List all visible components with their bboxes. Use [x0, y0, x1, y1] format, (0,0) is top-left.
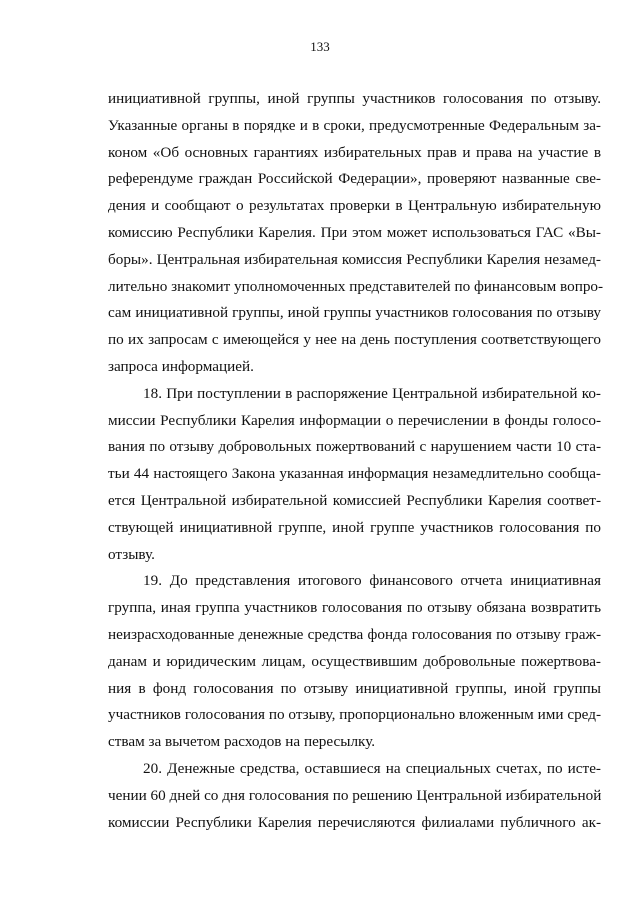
text-line: сам инициативной группы, иной группы участников голосования по отзыву: [108, 304, 601, 322]
text-line: ствующей инициативной группе, иной группе участников голосования по: [108, 518, 601, 536]
text-line: по их запросам с имеющейся у нее на день поступления соответствующего: [108, 331, 601, 349]
text-line: группа, иная группа участников голосования по отзыву обязана возвратить: [108, 599, 601, 617]
text-line: 19. До представления итогового финансового отчета инициативная: [143, 572, 601, 590]
text-line: 20. Денежные средства, оставшиеся на специальных счетах, по исте-: [143, 759, 601, 777]
text-line: ется Центральной избирательной комиссией Республики Карелия соответ-: [108, 491, 601, 509]
text-line: комиссию Республики Карелия. При этом может использоваться ГАС «Вы-: [108, 223, 601, 241]
text-line: инициативной группы, иной группы участников голосования по отзыву.: [108, 90, 601, 107]
text-line: ствам за вычетом расходов на пересылку.: [108, 733, 376, 751]
text-line: референдуме граждан Российской Федерации», проверяют названные све-: [108, 170, 601, 188]
page-number: 133: [310, 39, 330, 54]
document-body: [108, 86, 604, 836]
text-line: ния в фонд голосования по отзыву инициативной группы, иной группы: [108, 679, 601, 697]
text-line: неизрасходованные денежные средства фонда голосования по отзыву граж-: [108, 625, 601, 643]
text-line: лительно знакомит уполномоченных представителей по финансовым вопро-: [108, 277, 604, 295]
text-line: чении 60 дней со дня голосования по решению Центральной избирательной: [108, 786, 602, 804]
text-line: вания по отзыву добровольных пожертвований с нарушением части 10 ста-: [108, 438, 601, 456]
text-line: комиссии Республики Карелия перечисляются филиалами публичного ак-: [108, 813, 601, 831]
text-line: коном «Об основных гарантиях избирательных прав и права на участие в: [108, 143, 601, 161]
text-line: данам и юридическим лицам, осуществившим добровольные пожертвова-: [108, 652, 601, 670]
text-line: запроса информацией.: [108, 357, 254, 375]
text-line: отзыву.: [108, 545, 155, 563]
text-line: миссии Республики Карелия информации о перечислении в фонды голосо-: [108, 411, 601, 429]
text-line: Указанные органы в порядке и в сроки, предусмотренные Федеральным за-: [108, 116, 601, 134]
text-line: 18. При поступлении в распоряжение Центральной избирательной ко-: [143, 384, 601, 402]
text-line: участников голосования по отзыву, пропорционально вложенным ими сред-: [108, 706, 601, 724]
text-line: боры». Центральная избирательная комиссия Республики Карелия незамед-: [108, 250, 601, 268]
text-line: тьи 44 настоящего Закона указанная информация незамедлительно сообща-: [108, 465, 601, 483]
text-line: дения и сообщают о результатах проверки в Центральную избирательную: [108, 197, 601, 215]
